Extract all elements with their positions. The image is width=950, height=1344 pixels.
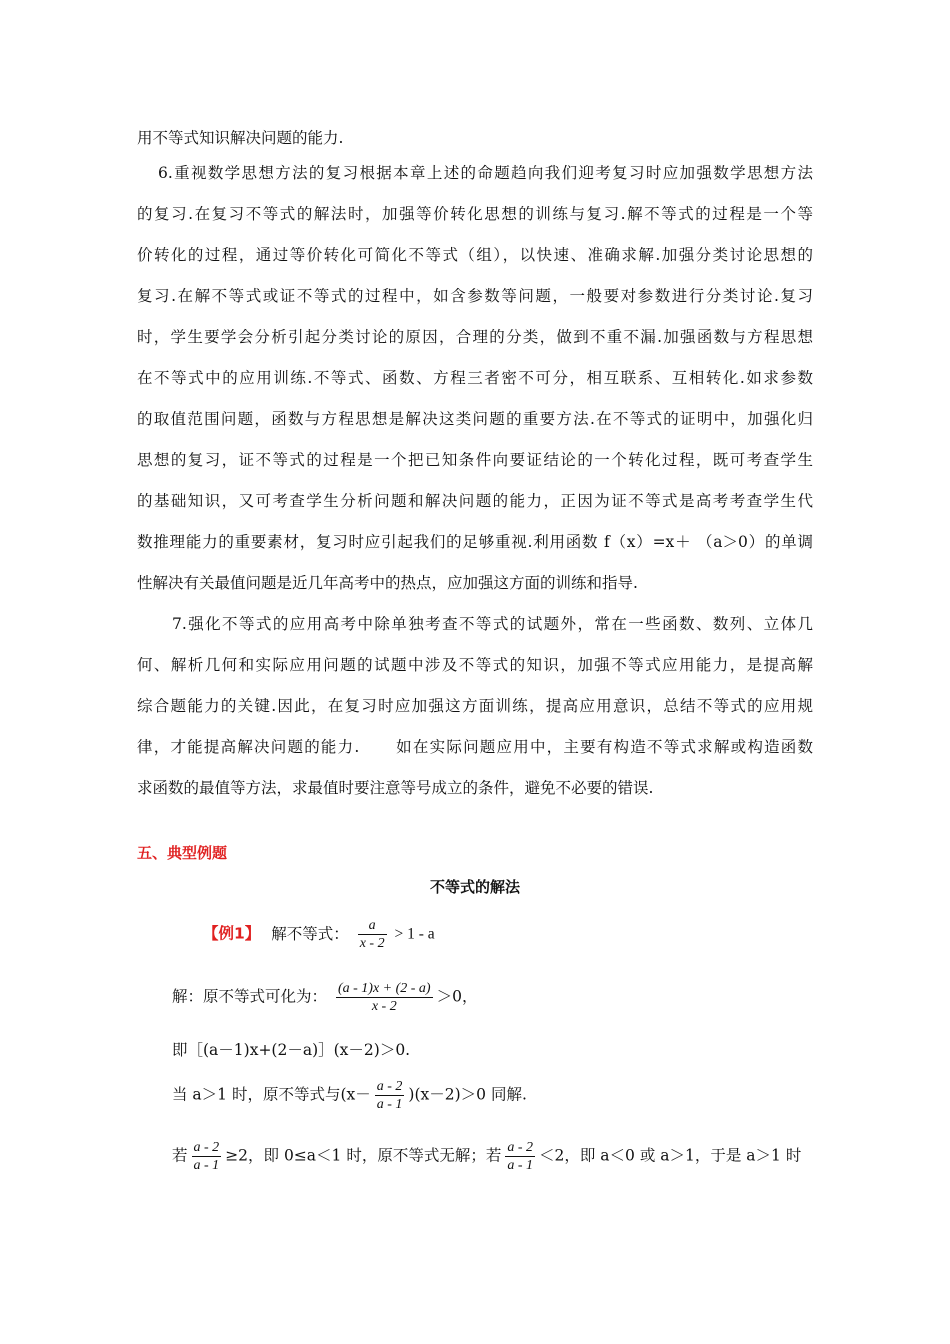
solution-line-2: 即［(a－1)x+(2－a)］(x－2)＞0. [172, 1041, 411, 1059]
solution-line-3 [172, 1078, 527, 1113]
paragraph-line: 复习.在解不等式或证不等式的过程中，如含参数等问题，一般要对参数进行分类讨论.复习 [137, 287, 813, 305]
solution-text: 若 [172, 1146, 188, 1165]
fraction-denominator: a - 1 [376, 1097, 403, 1112]
fraction [336, 980, 433, 1015]
paragraph-line: 综合题能力的关键.因此，在复习时应加强这方面训练，提高应用意识，总结不等式的应用规 [137, 697, 813, 715]
example-1 [203, 917, 435, 952]
fraction-denominator: a - 1 [507, 1158, 534, 1173]
paragraph-line: 价转化的过程，通过等价转化可简化不等式（组），以快速、准确求解.加强分类讨论思想的 [137, 246, 813, 264]
solution-text: 解：原不等式可化为： [172, 987, 328, 1006]
paragraph-line: 数推理能力的重要素材，复习时应引起我们的足够重视.利用函数 f（x）=x＋ （a＞0）的单调 [137, 533, 813, 551]
paragraph-line: 求函数的最值等方法，求最值时要注意等号成立的条件，避免不必要的错误. [137, 779, 654, 797]
solution-line-4 [172, 1139, 801, 1174]
solution-text: ＜2，即 a＜0 或 a＞1，于是 a＞1 时 [539, 1146, 802, 1165]
solution-text: 当 a＞1 时，原不等式与(x－ [172, 1085, 371, 1104]
paragraph-line: 律，才能提高解决问题的能力. 如在实际问题应用中，主要有构造不等式求解或构造函数 [137, 738, 813, 756]
fraction-numerator: a [358, 917, 387, 935]
fraction-denominator: x - 2 [359, 936, 385, 951]
fraction [358, 917, 387, 952]
paragraph-line: 性解决有关最值问题是近几年高考中的热点，应加强这方面的训练和指导. [137, 574, 638, 592]
solution-line-1 [172, 980, 477, 1015]
fraction [505, 1139, 535, 1174]
paragraph-intro-end: 用不等式知识解决问题的能力. [137, 129, 344, 147]
subsection-title: 不等式的解法 [429, 878, 520, 896]
paragraph-line: 7.强化不等式的应用高考中除单独考查不等式的试题外，常在一些函数、数列、立体几 [172, 615, 813, 633]
fraction-numerator: a - 2 [193, 1140, 220, 1155]
paragraph-line: 的复习.在复习不等式的解法时，加强等价转化思想的训练与复习.解不等式的过程是一个等 [137, 205, 813, 223]
paragraph-line: 6.重视数学思想方法的复习根据本章上述的命题趋向我们迎考复习时应加强数学思想方法 [158, 164, 813, 182]
paragraph-line: 时，学生要学会分析引起分类讨论的原因，合理的分类，做到不重不漏.加强函数与方程思想 [137, 328, 813, 346]
example-tag: 【例1】 [203, 924, 261, 943]
solution-rhs: ＞0， [436, 987, 478, 1006]
paragraph-line: 在不等式中的应用训练.不等式、函数、方程三者密不可分，相互联系、互相转化.如求参数 [137, 369, 813, 387]
paragraph-line: 思想的复习，证不等式的过程是一个把已知条件向要证结论的一个转化过程，既可考查学生 [137, 451, 813, 469]
paragraph-line: 何、解析几何和实际应用问题的试题中涉及不等式的知识，加强不等式应用能力，是提高解 [137, 656, 813, 674]
fraction-numerator: a - 2 [376, 1079, 403, 1094]
example-prompt: 解不等式： [271, 924, 349, 943]
fraction [192, 1139, 222, 1174]
fraction-numerator: a - 2 [507, 1140, 534, 1155]
inequality-rhs: > 1 - a [390, 925, 435, 943]
solution-text: ≥2，即 0≤a＜1 时，原不等式无解；若 [225, 1146, 502, 1165]
fraction-denominator: x - 2 [371, 999, 397, 1014]
fraction [375, 1078, 405, 1113]
paragraph-line: 的取值范围问题，函数与方程思想是解决这类问题的重要方法.在不等式的证明中，加强化归 [137, 410, 813, 428]
fraction-denominator: a - 1 [193, 1158, 220, 1173]
section-heading: 五、典型例题 [137, 844, 228, 862]
fraction-numerator: (a - 1)x + (2 - a) [337, 981, 431, 996]
paragraph-line: 的基础知识，又可考查学生分析问题和解决问题的能力，正因为证不等式是高考考查学生代 [137, 492, 813, 510]
solution-text: )(x－2)＞0 同解. [408, 1085, 527, 1104]
